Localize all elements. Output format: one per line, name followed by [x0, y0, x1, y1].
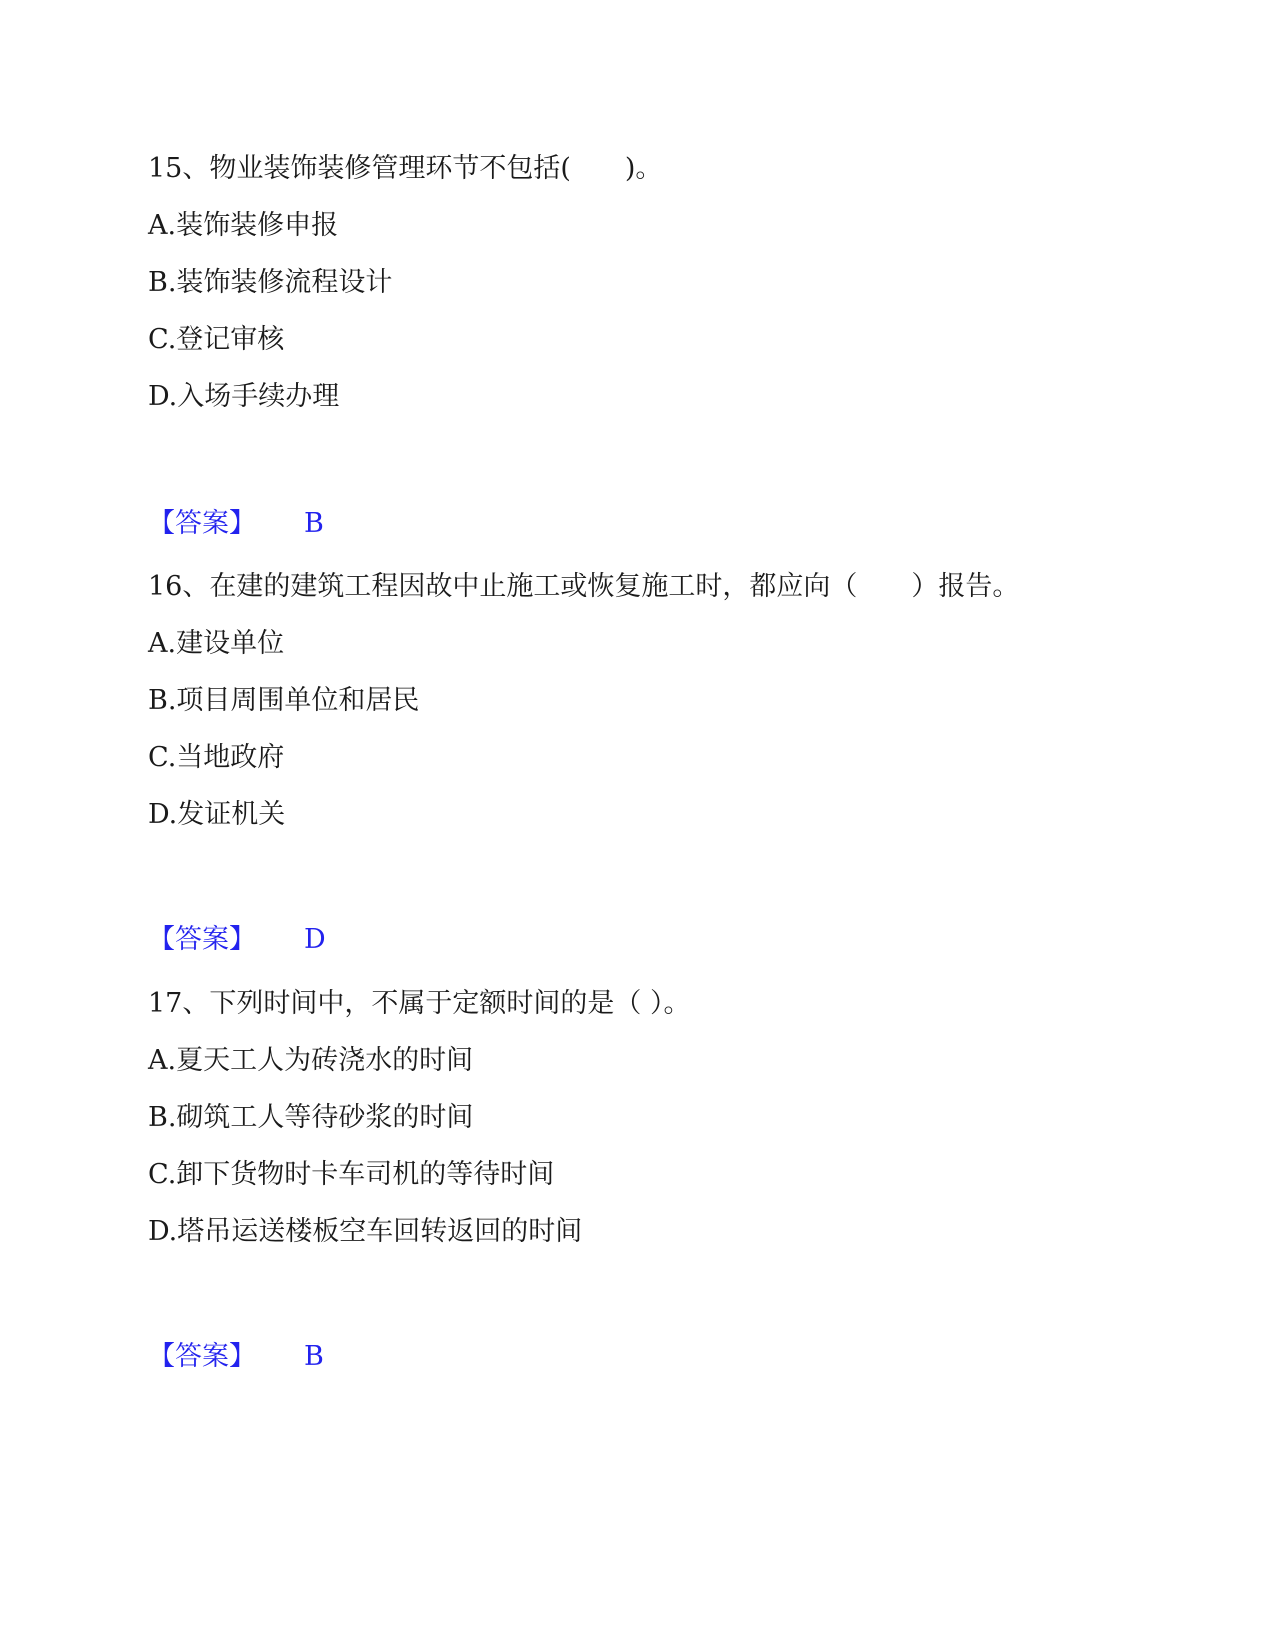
- option-a: A.建设单位: [148, 628, 285, 659]
- option-c: C.卸下货物时卡车司机的等待时间: [148, 1159, 555, 1190]
- answer-value: B: [304, 1341, 324, 1372]
- option-d: D.发证机关: [148, 799, 286, 830]
- option-c: C.登记审核: [148, 324, 285, 355]
- answer-label: 【答案】: [148, 924, 256, 955]
- option-b: B.装饰装修流程设计: [148, 267, 393, 298]
- answer-value: B: [304, 508, 324, 539]
- option-b: B.砌筑工人等待砂浆的时间: [148, 1102, 474, 1133]
- answer-label: 【答案】: [148, 508, 256, 539]
- question-16: [148, 558, 1148, 843]
- option-d: D.塔吊运送楼板空车回转返回的时间: [148, 1216, 583, 1247]
- option-a: A.夏天工人为砖浇水的时间: [148, 1045, 474, 1076]
- question-17: [148, 975, 1148, 1260]
- option-d: D.入场手续办理: [148, 381, 340, 412]
- answer-17: [148, 1337, 324, 1377]
- answer-15: [148, 504, 324, 544]
- question-stem: 15、物业装饰装修管理环节不包括( )。: [148, 153, 663, 184]
- option-b: B.项目周围单位和居民: [148, 685, 420, 716]
- answer-label: 【答案】: [148, 1341, 256, 1372]
- question-stem: 17、下列时间中，不属于定额时间的是（ ）。: [148, 988, 691, 1019]
- answer-16: [148, 920, 326, 960]
- question-stem: 16、在建的建筑工程因故中止施工或恢复施工时，都应向（ ）报告。: [148, 571, 1020, 602]
- question-15: [148, 140, 1148, 425]
- answer-value: D: [304, 924, 326, 955]
- option-a: A.装饰装修申报: [148, 210, 339, 241]
- option-c: C.当地政府: [148, 742, 285, 773]
